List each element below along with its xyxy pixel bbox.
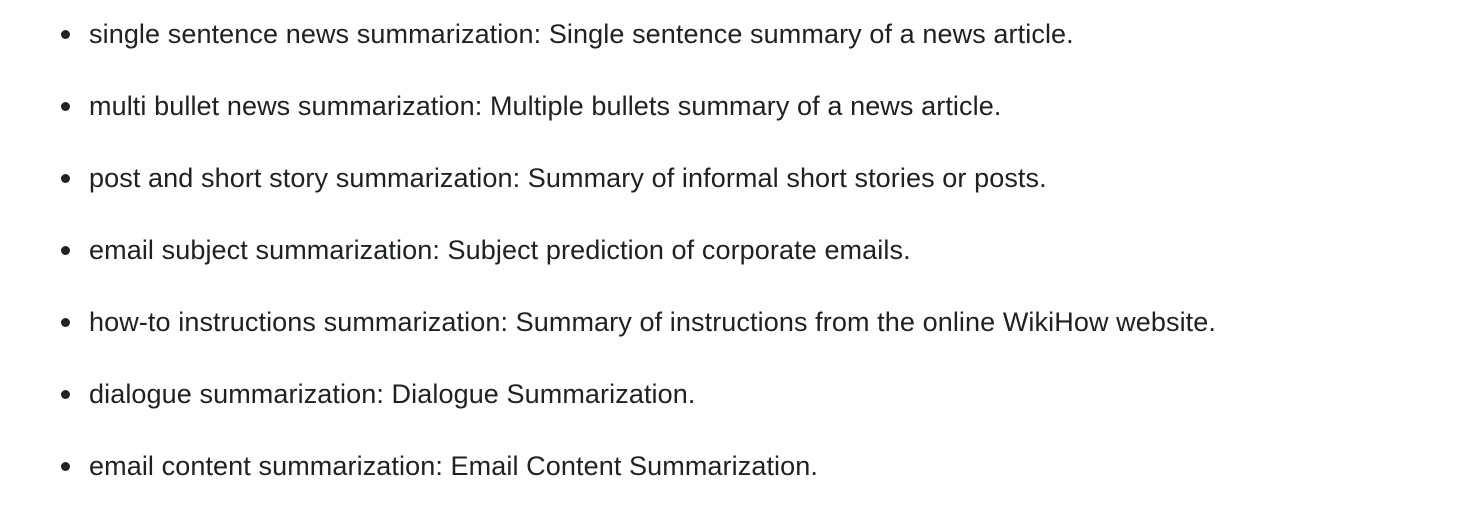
bullet-icon [61,246,70,255]
summarization-task-list [0,16,1462,484]
bullet-icon [61,174,70,183]
list-item [0,160,1462,196]
list-item-text: how-to instructions summarization: Summary of instructions from the online WikiHow website. [89,307,1216,337]
bullet-icon [61,318,70,327]
list-item [0,376,1462,412]
list-item-text: dialogue summarization: Dialogue Summarization. [89,379,696,409]
list-item-text: email content summarization: Email Content Summarization. [89,451,818,481]
list-item-text: multi bullet news summarization: Multiple bullets summary of a news article. [89,91,1002,121]
list-item [0,232,1462,268]
bullet-icon [61,30,70,39]
list-item [0,88,1462,124]
list-item-text: email subject summarization: Subject prediction of corporate emails. [89,235,911,265]
list-item-text: single sentence news summarization: Single sentence summary of a news article. [89,19,1074,49]
bullet-icon [61,102,70,111]
list-item-text: post and short story summarization: Summary of informal short stories or posts. [89,163,1047,193]
bullet-icon [61,462,70,471]
bullet-icon [61,390,70,399]
list-item [0,16,1462,52]
list-item [0,304,1462,340]
list-item [0,448,1462,484]
